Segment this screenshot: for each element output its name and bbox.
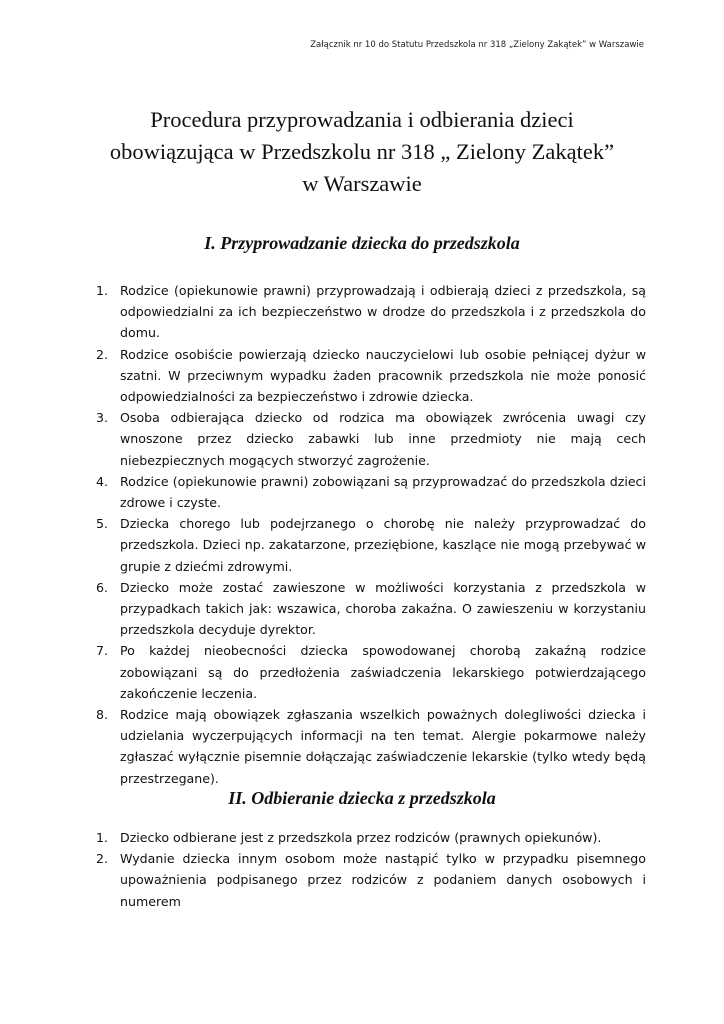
- item-text: Rodzice mają obowiązek zgłaszania wszelkich poważnych dolegliwości dziecka i udzielania wyczerpujących informacji na ten temat. Alergie pokarmowe należy zgłaszać wyłącznie pisemnie dołączając zaświadczenie lekarskie (tylko wtedy będą przestrzegane).: [120, 707, 646, 786]
- title-line-3: w Warszawie: [302, 171, 422, 196]
- section-1-list: [96, 280, 646, 789]
- title-line-2: obowiązująca w Przedszkolu nr 318 „ Zielony Zakątek”: [109, 139, 615, 164]
- item-text: Wydanie dziecka innym osobom może nastąpić tylko w przypadku pisemnego upoważnienia podpisanego przez rodziców z podaniem danych osobowych i numerem: [120, 851, 646, 909]
- section-1-heading: I. Przyprowadzanie dziecka do przedszkola: [204, 233, 520, 253]
- list-item: [96, 704, 646, 789]
- item-number: 2.: [96, 851, 109, 867]
- item-number: 3.: [96, 410, 109, 426]
- section-2-list: [96, 827, 646, 912]
- list-item: [96, 344, 646, 408]
- item-number: 5.: [96, 516, 109, 532]
- list-item: [96, 640, 646, 704]
- document-title: [60, 104, 664, 200]
- item-number: 2.: [96, 346, 109, 362]
- item-text: Rodzice osobiście powierzają dziecko nauczycielowi lub osobie pełniącej dyżur w szatni. W przeciwnym wypadku żaden pracownik przedszkola nie może ponosić odpowiedzialności za bezpieczeństwo i zdrowie dziecka.: [120, 346, 646, 405]
- item-number: 4.: [96, 473, 109, 489]
- section-2-heading: II. Odbieranie dziecka z przedszkola: [228, 788, 496, 808]
- item-number: 8.: [96, 707, 109, 723]
- item-text: Dziecko może zostać zawieszone w możliwości korzystania z przedszkola w przypadkach takich jak: wszawica, choroba zakaźna. O zawieszeniu w korzystaniu przedszkola decyduje dyrektor.: [120, 579, 646, 638]
- list-item: [96, 577, 646, 641]
- item-text: Dziecka chorego lub podejrzanego o chorobę nie należy przyprowadzać do przedszkola. Dzieci np. zakatarzone, przeziębione, kaszlące nie mogą przebywać w grupie z dziećmi zdrowymi.: [120, 516, 646, 574]
- item-number: 6.: [96, 579, 109, 595]
- item-text: Dziecko odbierane jest z przedszkola przez rodziców (prawnych opiekunów).: [120, 830, 602, 845]
- title-line-1: Procedura przyprowadzania i odbierania dzieci: [150, 107, 574, 132]
- item-number: 7.: [96, 643, 109, 659]
- item-text: Rodzice (opiekunowie prawni) przyprowadzają i odbierają dzieci z przedszkola, są odpowiedzialni za ich bezpieczeństwo w drodze do przedszkola i z przedszkola do domu.: [120, 283, 646, 341]
- list-item: [96, 848, 646, 912]
- list-item: [96, 471, 646, 513]
- list-item: [96, 827, 646, 848]
- list-item: [96, 407, 646, 471]
- list-item: [96, 280, 646, 344]
- list-item: [96, 513, 646, 577]
- item-text: Po każdej nieobecności dziecka spowodowanej chorobą zakaźną rodzice zobowiązani są do przedłożenia zaświadczenia lekarskiego potwierdzającego zakończenie leczenia.: [120, 643, 646, 701]
- header-note: Załącznik nr 10 do Statutu Przedszkola nr 318 „Zielony Zakątek” w Warszawie: [310, 40, 644, 50]
- item-text: Rodzice (opiekunowie prawni) zobowiązani są przyprowadzać do przedszkola dzieci zdrowe i czyste.: [120, 473, 646, 511]
- item-number: 1.: [96, 830, 109, 845]
- item-text: Osoba odbierająca dziecko od rodzica ma obowiązek zwrócenia uwagi czy wnoszone przez dziecko zabawki lub inne przedmioty nie mają cech niebezpiecznych mogących stworzyć zagrożenie.: [120, 410, 646, 468]
- item-number: 1.: [96, 283, 109, 298]
